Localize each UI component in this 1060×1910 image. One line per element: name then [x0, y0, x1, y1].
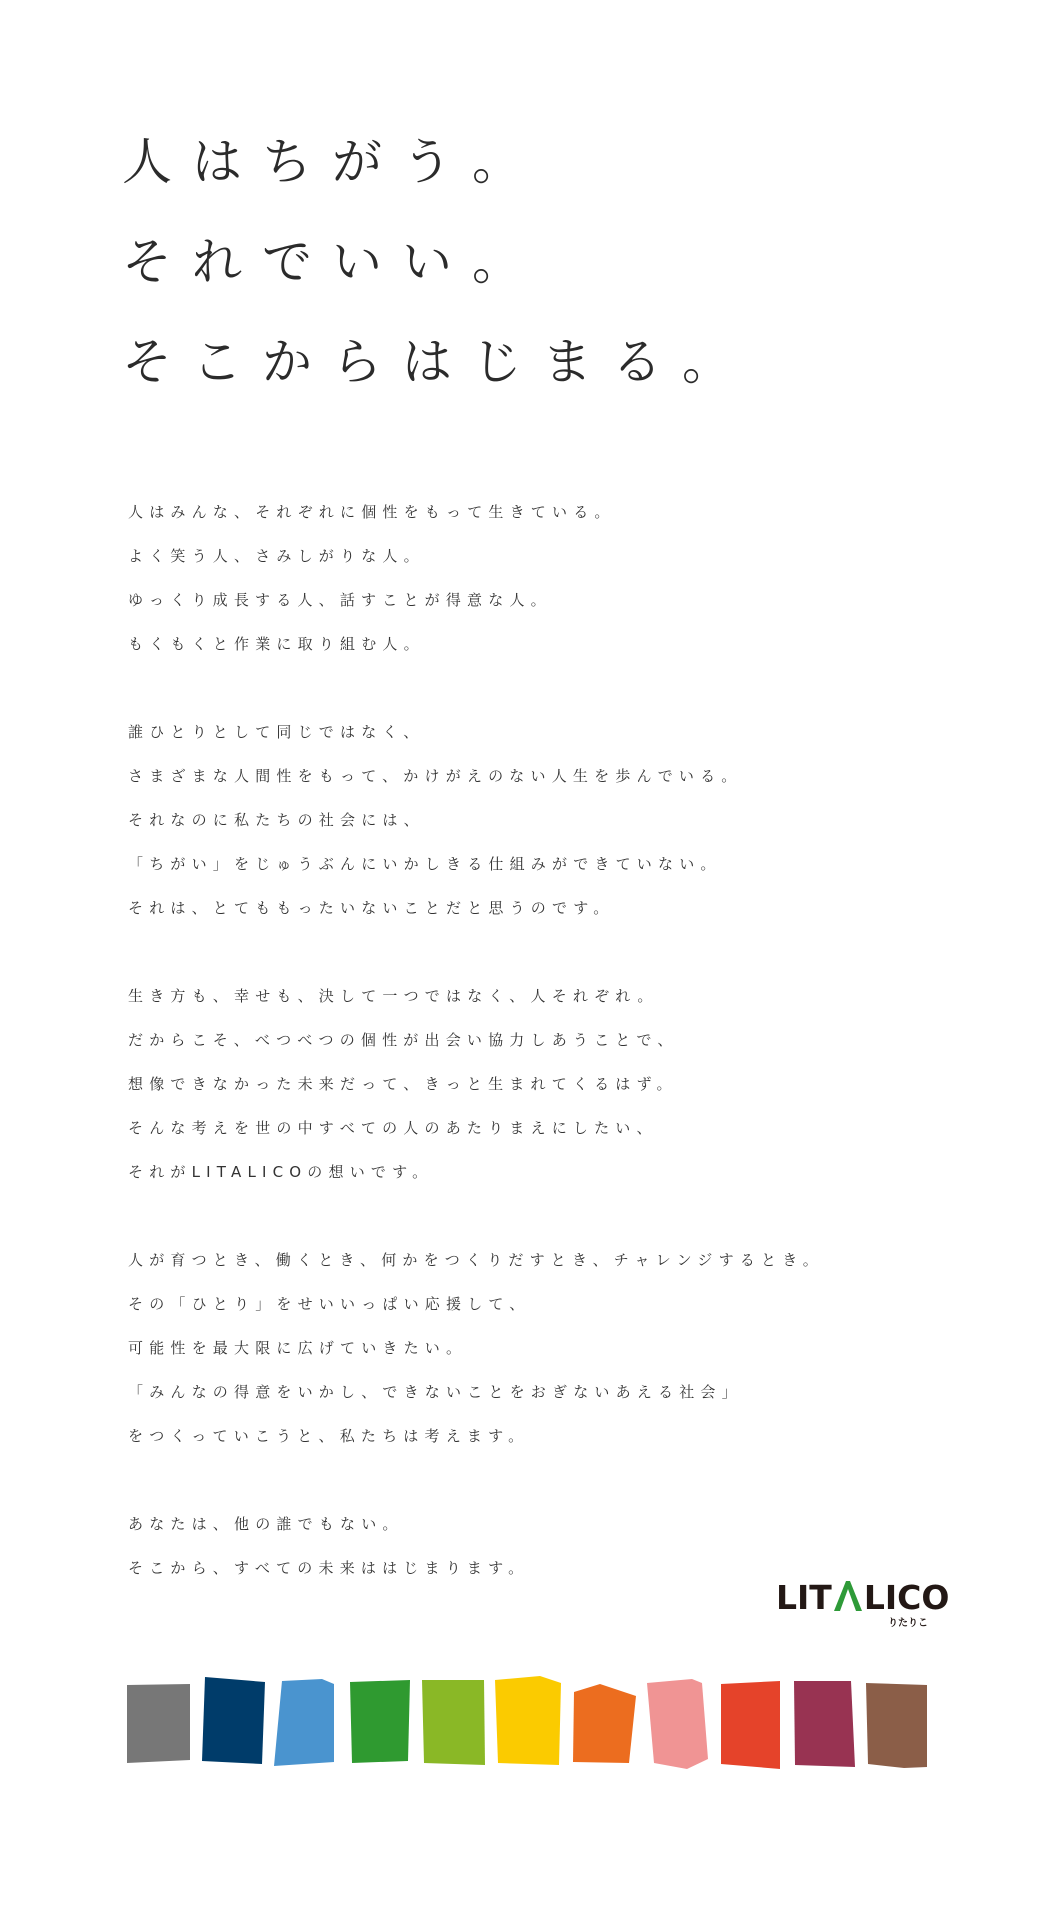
body-line: それなのに私たちの社会には、: [128, 811, 425, 829]
body-copy: [128, 490, 948, 1634]
tile-navy: [202, 1677, 265, 1764]
headline-line-3: そこからはじまる。: [122, 333, 752, 391]
paragraph-3: [128, 974, 948, 1194]
headline-line-2: それでいい。: [122, 233, 542, 291]
body-line: さまざまな人間性をもって、かけがえのない人生を歩んでいる。: [128, 767, 743, 785]
body-line: それがLITALICOの想いです。: [128, 1163, 434, 1181]
body-line: 人はみんな、それぞれに個性をもって生きている。: [128, 503, 616, 521]
body-line: もくもくと作業に取り組む人。: [128, 635, 425, 653]
color-tiles: [0, 1670, 1060, 1790]
body-line: ゆっくり成長する人、話すことが得意な人。: [128, 591, 552, 609]
logo-wordmark: [776, 1578, 949, 1618]
paragraph-1: [128, 490, 948, 666]
body-line: 「ちがい」をじゅうぶんにいかしきる仕組みができていない。: [128, 855, 722, 873]
headline-line-1: 人はちがう。: [122, 133, 542, 191]
paragraph-5: [128, 1502, 948, 1590]
body-line: 可能性を最大限に広げていきたい。: [128, 1339, 468, 1357]
body-line: 人が育つとき、働くとき、何かをつくりだすとき、チャレンジするとき。: [128, 1251, 825, 1269]
tile-blue: [274, 1679, 334, 1766]
body-line: そこから、すべての未来ははじまります。: [128, 1559, 530, 1577]
headline: [122, 112, 752, 412]
body-line: その「ひとり」をせいいっぱい応援して、: [128, 1295, 531, 1313]
body-line: だからこそ、べつべつの個性が出会い協力しあうことで、: [128, 1031, 679, 1049]
body-line: 誰ひとりとして同じではなく、: [128, 723, 425, 741]
body-line: あなたは、他の誰でもない。: [128, 1515, 404, 1533]
litalico-logo: [776, 1578, 950, 1630]
logo-wordmark-right: LICO: [863, 1578, 950, 1617]
body-line: 想像できなかった未来だって、きっと生まれてくるはず。: [128, 1075, 678, 1093]
tile-green: [350, 1680, 410, 1763]
body-line: 「みんなの得意をいかし、できないことをおぎないあえる社会」: [128, 1383, 743, 1401]
paragraph-4: [128, 1238, 948, 1458]
paragraph-2: [128, 710, 948, 930]
tile-brown: [866, 1683, 927, 1768]
body-line: をつくっていこうと、私たちは考えます。: [128, 1427, 530, 1445]
logo-subtitle: りたりこ: [888, 1618, 928, 1629]
body-line: それは、とてももったいないことだと思うのです。: [128, 899, 615, 917]
tile-gray: [127, 1684, 190, 1763]
tile-wine: [794, 1681, 855, 1767]
tile-yellow: [495, 1676, 561, 1765]
body-line: そんな考えを世の中すべての人のあたりまえにしたい、: [128, 1119, 658, 1137]
logo-wordmark-left: LIT: [776, 1578, 832, 1617]
body-line: 生き方も、幸せも、決して一つではなく、人それぞれ。: [128, 987, 659, 1005]
tile-pink: [647, 1679, 708, 1769]
tile-red: [721, 1681, 780, 1769]
tile-orange: [573, 1684, 636, 1763]
body-line: よく笑う人、さみしがりな人。: [128, 547, 425, 565]
green-a-mark-icon: [833, 1580, 863, 1612]
tile-lime: [422, 1680, 485, 1765]
